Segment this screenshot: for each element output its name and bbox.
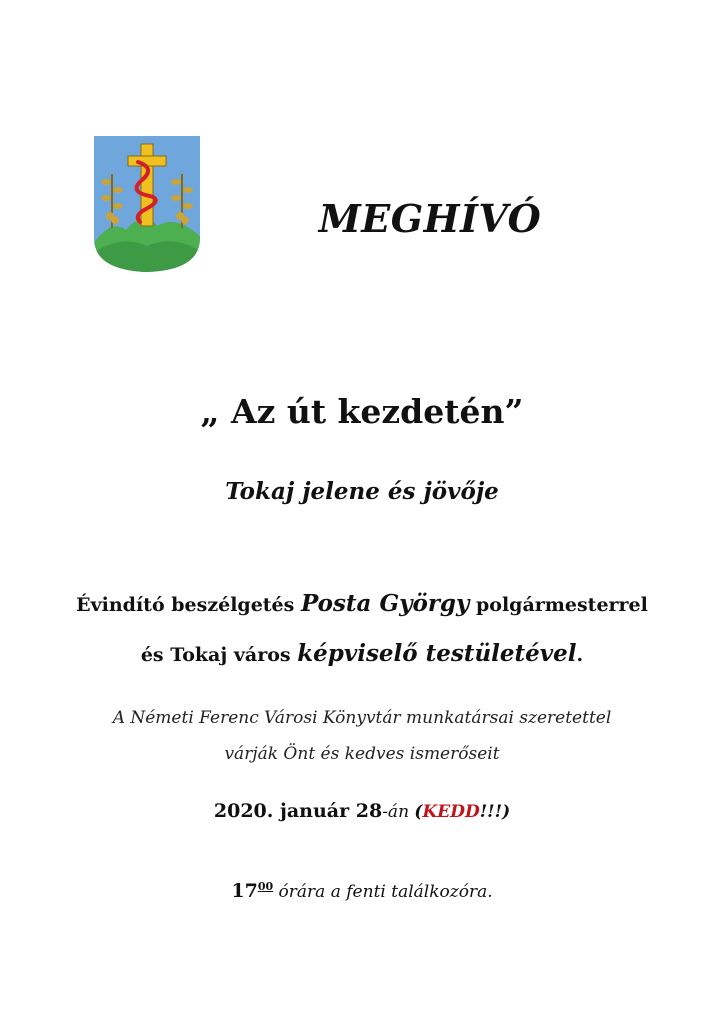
event-time — [0, 880, 724, 902]
description-line-1 — [0, 590, 724, 617]
description-line-1-prefix: Évindító beszélgetés — [76, 594, 301, 616]
event-headline: „ Az út kezdetén” — [200, 392, 524, 431]
coat-of-arms — [92, 134, 202, 274]
event-date-suffix: -án — [382, 802, 415, 822]
invitation-line-1: A Németi Ferenc Városi Könyvtár munkatársai szeretettel — [112, 708, 612, 728]
event-date-paren-close: !!!) — [479, 802, 511, 822]
event-date — [0, 800, 724, 822]
event-time-rest: órára a fenti találkozóra. — [273, 882, 493, 902]
event-date-paren-open: ( — [414, 802, 423, 822]
event-date-main: 2020. január 28 — [213, 800, 383, 822]
page-title: MEGHÍVÓ — [318, 196, 542, 241]
coat-of-arms-icon — [92, 134, 202, 274]
description-line-2-prefix: és Tokaj város — [140, 644, 298, 666]
invitation-line-2: várják Önt és kedves ismerőseit — [224, 744, 500, 764]
description-line-2-suffix: . — [576, 644, 584, 666]
event-time-minutes: 00 — [257, 880, 274, 893]
event-time-hour: 17 — [231, 880, 258, 902]
mayor-name: Posta György — [300, 590, 470, 617]
council-name: képviselő testületével — [297, 640, 577, 667]
event-weekday: KEDD — [422, 802, 480, 822]
event-subheadline: Tokaj jelene és jövője — [225, 478, 499, 505]
description-line-1-suffix: polgármesterrel — [469, 594, 648, 616]
description-line-2 — [0, 640, 724, 667]
